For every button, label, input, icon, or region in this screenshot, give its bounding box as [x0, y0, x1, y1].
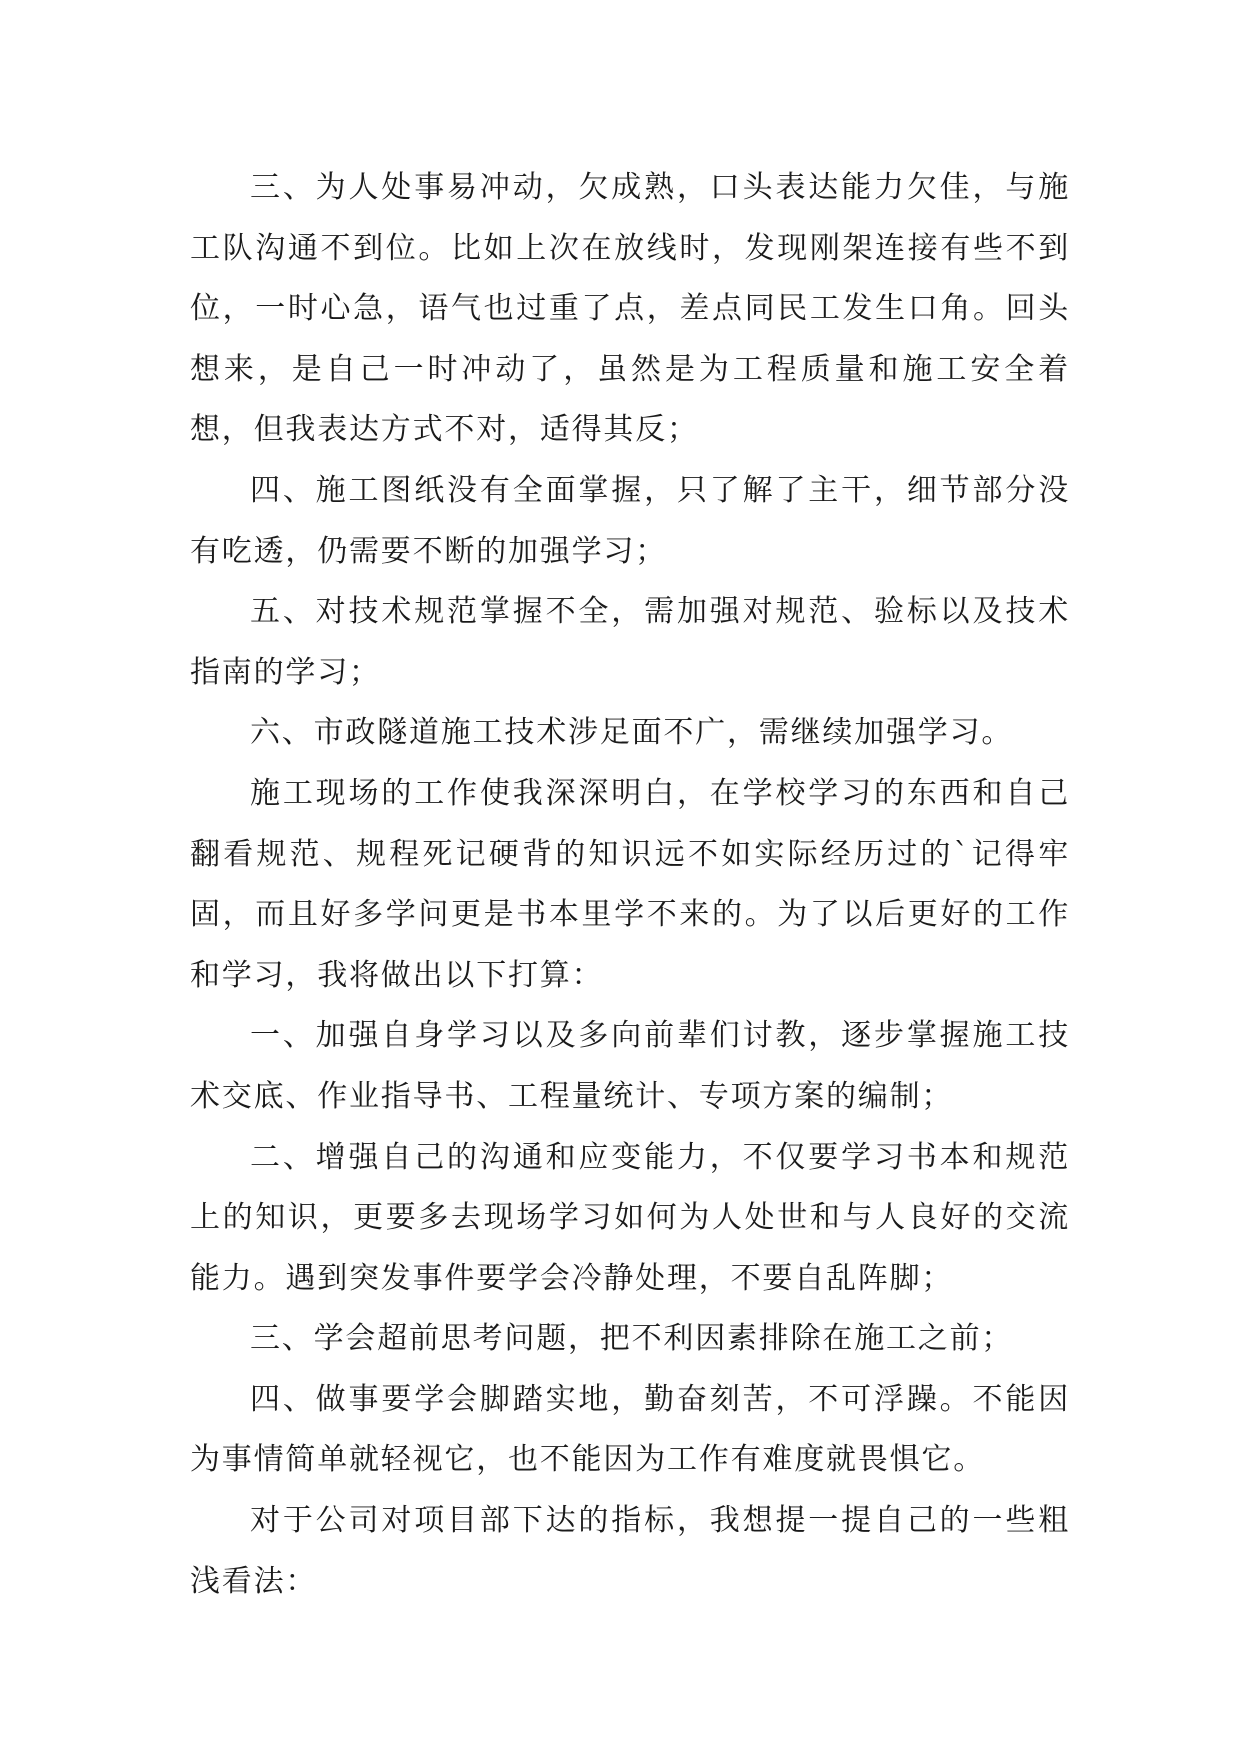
paragraph-shortcoming-4: 四、施工图纸没有全面掌握，只了解了主干，细节部分没有吃透，仍需要不断的加强学习； — [190, 472, 1070, 569]
paragraph-shortcoming-3: 三、为人处事易冲动，欠成熟，口头表达能力欠佳，与施工队沟通不到位。比如上次在放线时，发现刚架连接有些不到位，一时心急，语气也过重了点，差点同民工发生口角。回头想来，是自己一时冲动了，虽然是为工程质量和施工安全着想，但我表达方式不对，适得其反； — [190, 170, 1070, 448]
paragraph-company-targets: 对于公司对项目部下达的指标，我想提一提自己的一些粗浅看法： — [190, 1503, 1070, 1599]
paragraph-plan-2: 二、增强自己的沟通和应变能力，不仅要学习书本和规范上的知识，更要多去现场学习如何为人处世和与人良好的交流能力。遇到突发事件要学会冷静处理，不要自乱阵脚； — [190, 1139, 1070, 1296]
document-body — [190, 158, 1070, 1612]
paragraph-plan-1: 一、加强自身学习以及多向前辈们讨教，逐步掌握施工技术交底、作业指导书、工程量统计、专项方案的编制； — [190, 1018, 1070, 1114]
paragraph-reflection: 施工现场的工作使我深深明白，在学校学习的东西和自己翻看规范、规程死记硬背的知识远不如实际经历过的`记得牢固，而且好多学问更是书本里学不来的。为了以后更好的工作和学习，我将做出以下打算： — [190, 775, 1070, 993]
paragraph-plan-4: 四、做事要学会脚踏实地，勤奋刻苦，不可浮躁。不能因为事情简单就轻视它，也不能因为工作有难度就畏惧它。 — [190, 1381, 1070, 1478]
paragraph-shortcoming-5: 五、对技术规范掌握不全，需加强对规范、验标以及技术指南的学习； — [190, 594, 1070, 690]
paragraph-plan-3: 三、学会超前思考问题，把不利因素排除在施工之前； — [250, 1321, 1014, 1357]
paragraph-shortcoming-6: 六、市政隧道施工技术涉足面不广，需继续加强学习。 — [250, 715, 1014, 751]
